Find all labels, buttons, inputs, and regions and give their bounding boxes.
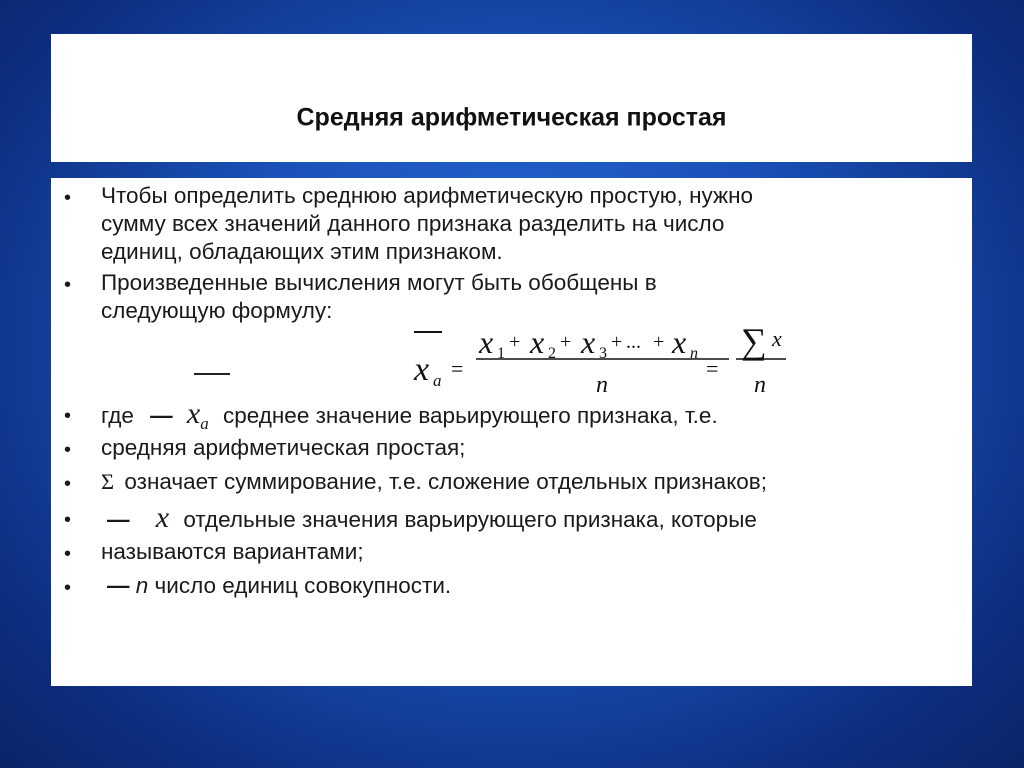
x-description: отдельные значения варьирующего признака, которые [183,507,757,532]
bullet-marker: • [64,405,72,427]
num-xn: x [672,324,687,360]
bullet-marker: • [64,439,72,461]
n-description: число единиц совокупности. [154,573,452,598]
sum-symbol: ∑ [741,321,767,361]
sum-var: x [772,326,782,351]
bullet-marker: • [64,187,72,209]
num-sub2: 2 [548,345,556,362]
where-label: где [101,403,134,428]
text-line-where [101,397,718,433]
bullet-marker: • [64,274,72,296]
x-symbol: x [155,501,170,534]
bullet-marker: • [64,543,72,565]
num-ellipsis: ... [626,331,641,353]
text-line: следующую формулу: [101,298,333,323]
num-x2: x [530,324,545,360]
slide-title: Средняя арифметическая простая [296,103,727,132]
sigma-symbol: Σ [101,469,115,494]
formula-equals-1: = [451,356,464,381]
dash-symbol: — [150,403,173,428]
denominator-n: n [596,372,608,398]
overline-mark [194,373,230,375]
num-plus-1: + [509,331,521,353]
where-description: среднее значение варьирующего признака, т.е. [222,403,718,428]
num-x3: x [581,324,596,360]
text-line-x [101,501,757,534]
bullet-marker: • [64,509,72,531]
num-plus-4: + [653,331,665,353]
n-symbol: n [135,573,149,598]
text-line: Произведенные вычисления могут быть обобщены в [101,270,657,295]
num-sub1: 1 [497,345,505,362]
text-line-sigma [101,468,767,496]
num-plus-2: + [560,331,572,353]
dash-symbol: — [107,507,130,532]
text-line-n [101,572,451,600]
dash-symbol: — [107,573,130,598]
text-line: сумму всех значений данного признака разделить на число [101,211,725,236]
text-line: единиц, обладающих этим признаком. [101,239,503,264]
num-subn: n [690,345,698,362]
title-panel [51,34,972,162]
text-line: называются вариантами; [101,539,364,564]
bullet-marker: • [64,473,72,495]
sigma-description: означает суммирование, т.е. сложение отдельных признаков; [124,469,768,494]
sum-denominator-n: n [754,372,766,398]
content-panel [51,178,972,686]
x-symbol: x [186,397,201,430]
formula-equals-2: = [706,356,719,381]
text-line: средняя арифметическая простая; [101,435,466,460]
formula-lhs-sub: a [433,371,442,390]
formula-lhs-x: x [414,351,430,388]
num-x1: x [479,324,494,360]
num-plus-3: + [611,331,623,353]
text-line: Чтобы определить среднюю арифметическую простую, нужно [101,183,754,208]
bullet-marker: • [64,577,72,599]
mean-formula [406,318,816,398]
num-sub3: 3 [599,345,607,362]
a-subscript: a [200,414,209,433]
